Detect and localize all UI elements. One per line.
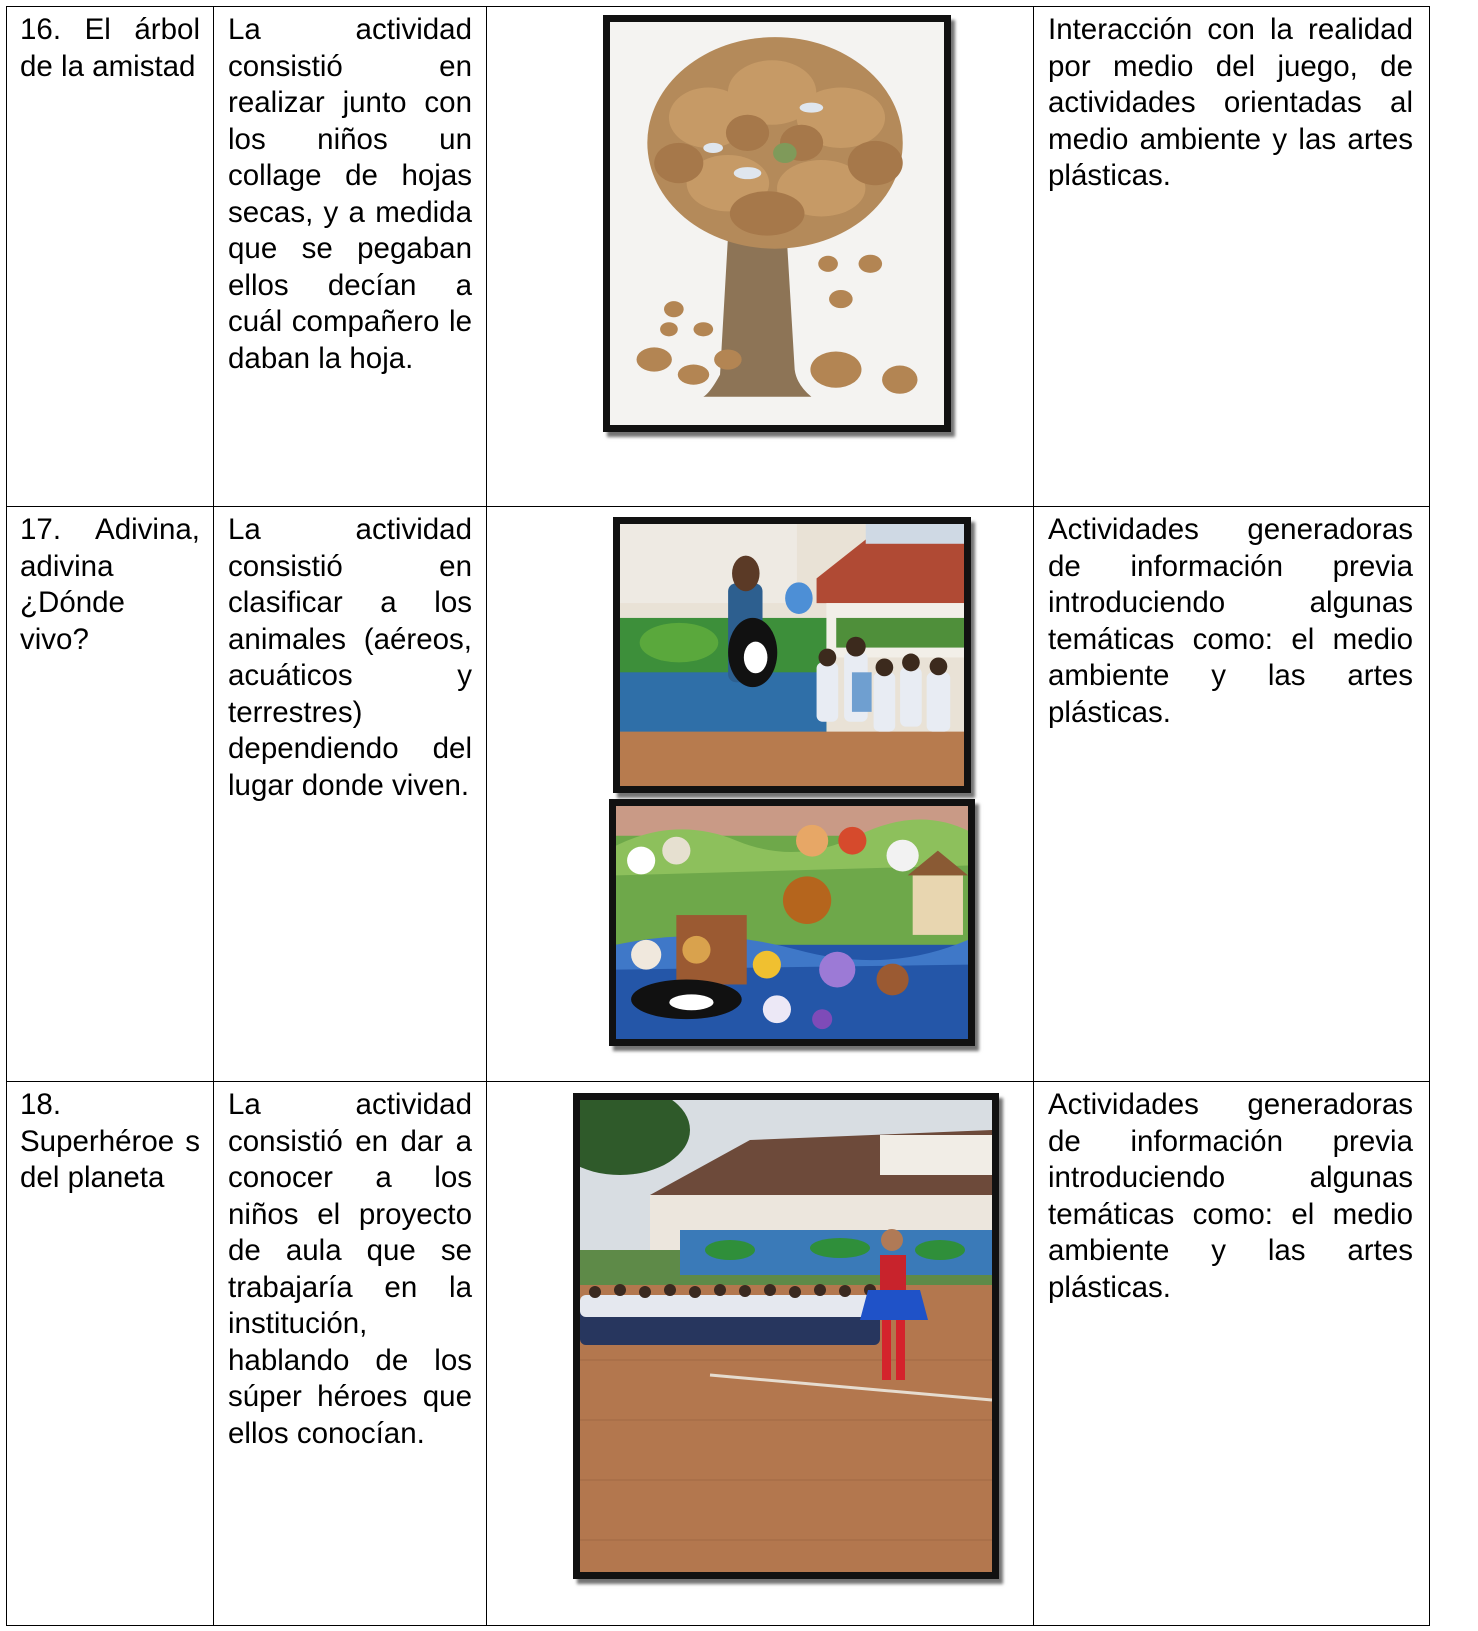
activity-photo-cell	[487, 7, 1034, 507]
activity-description-cell	[214, 1082, 487, 1626]
superhero-presentation-image	[580, 1100, 992, 1572]
activity-name: 17. Adivina, adivina ¿Dónde vivo?	[20, 513, 200, 656]
activity-name-cell	[7, 507, 214, 1082]
activity-description: La actividad consistió en clasificar a los animales (aéreos, acuáticos y terrestres) dependiendo del lugar donde viven.	[228, 513, 472, 802]
activity-photo-cell	[487, 507, 1034, 1082]
activity-name-cell	[7, 7, 214, 507]
leaf-tree-collage-image	[610, 22, 944, 425]
activity-description-cell	[214, 7, 487, 507]
activity-outcome: Interacción con la realidad por medio del juego, de actividades orientadas al medio ambiente y las artes plásticas.	[1048, 13, 1413, 192]
table-row	[7, 7, 1430, 507]
animal-mural-photo	[609, 799, 975, 1046]
activity-description: La actividad consistió en dar a conocer a los niños el proyecto de aula que se trabajaría en la institución, hablando de los súper héroes que ellos conocían.	[228, 1088, 472, 1450]
activity-outcome-cell	[1034, 7, 1430, 507]
superhero-presentation-photo	[573, 1093, 999, 1579]
activity-name-cell	[7, 1082, 214, 1626]
leaf-tree-collage-photo	[603, 15, 951, 432]
teacher-children-mural-photo	[613, 517, 971, 793]
table-row	[7, 507, 1430, 1082]
activity-photo-cell	[487, 1082, 1034, 1626]
table-row	[7, 1082, 1430, 1626]
activity-description-cell	[214, 507, 487, 1082]
activity-outcome: Actividades generadoras de información previa introduciendo algunas temáticas como: el medio ambiente y las artes plásticas.	[1048, 1088, 1413, 1304]
activity-outcome: Actividades generadoras de información previa introduciendo algunas temáticas como: el medio ambiente y las artes plásticas.	[1048, 513, 1413, 729]
activity-description: La actividad consistió en realizar junto con los niños un collage de hojas secas, y a medida que se pegaban ellos decían a cuál compañero le daban la hoja.	[228, 13, 472, 375]
activity-name: 18. Superhéroe s del planeta	[20, 1088, 200, 1194]
activity-outcome-cell	[1034, 1082, 1430, 1626]
teacher-children-mural-image	[620, 524, 964, 786]
activities-table	[6, 6, 1430, 1626]
animal-mural-image	[616, 806, 968, 1039]
activity-outcome-cell	[1034, 507, 1430, 1082]
activity-name: 16. El árbol de la amistad	[20, 13, 200, 83]
